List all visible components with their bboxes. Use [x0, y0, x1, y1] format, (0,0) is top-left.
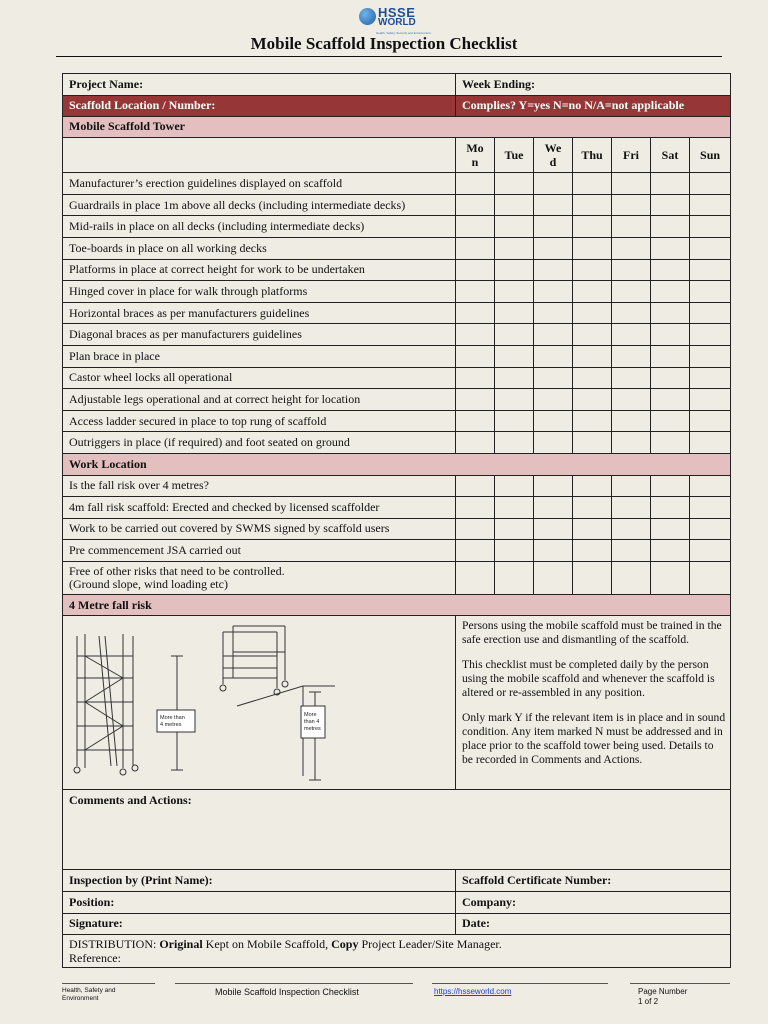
- fig-label-1b: 4 metres: [160, 722, 182, 729]
- check-cell[interactable]: [573, 216, 612, 238]
- checklist-item-label: Horizontal braces as per manufacturers guidelines: [63, 302, 456, 324]
- checklist-row: [63, 345, 731, 367]
- check-cell[interactable]: [690, 173, 731, 195]
- check-cell[interactable]: [573, 173, 612, 195]
- check-cell[interactable]: [456, 497, 495, 519]
- checklist-item-label: Toe-boards in place on all working decks: [63, 237, 456, 259]
- hsse-world-logo: [359, 5, 431, 36]
- info-paragraph: Persons using the mobile scaffold must be trained in the safe erection use and dismantling of the scaffold.: [462, 619, 722, 647]
- check-cell[interactable]: [573, 324, 612, 346]
- item-line: Free of other risks that need to be controlled.: [69, 563, 285, 578]
- check-cell[interactable]: [690, 518, 731, 540]
- check-cell[interactable]: [534, 281, 573, 303]
- check-cell[interactable]: [495, 540, 534, 562]
- page-title: Mobile Scaffold Inspection Checklist: [250, 34, 518, 53]
- check-cell[interactable]: [651, 259, 690, 281]
- checklist-item-label: Outriggers in place (if required) and foot seated on ground: [63, 432, 456, 454]
- footer-org: [62, 987, 115, 1003]
- page-number-value: 1 of 2: [638, 997, 659, 1006]
- position-field[interactable]: Position:: [63, 892, 456, 914]
- logo-tagline: Health, Safety, Security and Environment: [376, 31, 431, 35]
- check-cell[interactable]: [573, 518, 612, 540]
- check-cell[interactable]: [612, 281, 651, 303]
- check-cell[interactable]: [456, 324, 495, 346]
- check-cell[interactable]: [651, 540, 690, 562]
- checklist-row: [63, 237, 731, 259]
- day-header: We d: [534, 138, 573, 173]
- check-cell[interactable]: [495, 216, 534, 238]
- check-cell[interactable]: [690, 259, 731, 281]
- check-cell[interactable]: [651, 194, 690, 216]
- check-cell[interactable]: [612, 216, 651, 238]
- check-cell[interactable]: [495, 259, 534, 281]
- check-cell[interactable]: [495, 475, 534, 497]
- comments-field[interactable]: Comments and Actions:: [63, 790, 731, 870]
- checklist-item-label: Is the fall risk over 4 metres?: [63, 475, 456, 497]
- check-cell[interactable]: [456, 367, 495, 389]
- check-cell[interactable]: [612, 540, 651, 562]
- inspection-table: [62, 73, 731, 968]
- check-cell[interactable]: [573, 367, 612, 389]
- check-cell[interactable]: [612, 367, 651, 389]
- check-cell[interactable]: [495, 345, 534, 367]
- day-header: Sat: [651, 138, 690, 173]
- fig-label-2c: metres: [304, 726, 321, 733]
- check-cell[interactable]: [456, 259, 495, 281]
- check-cell[interactable]: [612, 302, 651, 324]
- check-cell[interactable]: [573, 475, 612, 497]
- check-cell[interactable]: [651, 561, 690, 594]
- check-cell[interactable]: [573, 259, 612, 281]
- check-cell[interactable]: [456, 561, 495, 594]
- check-cell[interactable]: [456, 302, 495, 324]
- check-cell[interactable]: [690, 432, 731, 454]
- check-cell[interactable]: [534, 173, 573, 195]
- check-cell[interactable]: [612, 345, 651, 367]
- check-cell[interactable]: [456, 216, 495, 238]
- check-cell[interactable]: [495, 410, 534, 432]
- check-cell[interactable]: [651, 518, 690, 540]
- check-cell[interactable]: [534, 410, 573, 432]
- project-name-field[interactable]: Project Name:: [63, 74, 456, 96]
- check-cell[interactable]: [534, 259, 573, 281]
- footer-link[interactable]: https://hsseworld.com: [434, 987, 512, 996]
- checklist-item-label: Plan brace in place: [63, 345, 456, 367]
- logo-text-2: WORLD: [378, 17, 416, 28]
- check-cell[interactable]: [651, 173, 690, 195]
- checklist-row: [63, 259, 731, 281]
- checklist-row: [63, 518, 731, 540]
- check-cell[interactable]: [495, 367, 534, 389]
- check-cell[interactable]: [612, 173, 651, 195]
- info-paragraph: Only mark Y if the relevant item is in place and in sound condition. Any item marked N must be addressed and in place prior to the scaffold tower being used. Details to be recorded in Comments and Actions.: [462, 711, 726, 767]
- checklist-item-label: [63, 561, 456, 594]
- check-cell[interactable]: [534, 432, 573, 454]
- check-cell[interactable]: [690, 475, 731, 497]
- check-cell[interactable]: [651, 281, 690, 303]
- check-cell[interactable]: [573, 281, 612, 303]
- check-cell[interactable]: [456, 410, 495, 432]
- check-cell[interactable]: [690, 561, 731, 594]
- footer-divider-3: [432, 983, 608, 984]
- certificate-number-field[interactable]: Scaffold Certificate Number:: [456, 870, 731, 892]
- checklist-row: [63, 324, 731, 346]
- globe-icon: [359, 8, 376, 25]
- check-cell[interactable]: [495, 237, 534, 259]
- section-heading-fall: 4 Metre fall risk: [63, 594, 731, 616]
- check-cell[interactable]: [534, 367, 573, 389]
- days-row-blank: [63, 138, 456, 173]
- check-cell[interactable]: [612, 389, 651, 411]
- scaffold-location-field[interactable]: Scaffold Location / Number:: [63, 95, 456, 116]
- checklist-item-label: Platforms in place at correct height for work to be undertaken: [63, 259, 456, 281]
- check-cell[interactable]: [690, 237, 731, 259]
- check-cell[interactable]: [612, 324, 651, 346]
- check-cell[interactable]: [651, 237, 690, 259]
- check-cell[interactable]: [534, 194, 573, 216]
- checklist-row: [63, 410, 731, 432]
- checklist-row: [63, 475, 731, 497]
- check-cell[interactable]: [651, 302, 690, 324]
- check-cell[interactable]: [690, 345, 731, 367]
- item-line: (Ground slope, wind loading etc): [69, 576, 228, 591]
- logo-text-1: HSSE: [378, 5, 416, 20]
- check-cell[interactable]: [534, 237, 573, 259]
- complies-legend: Complies? Y=yes N=no N/A=not applicable: [456, 95, 731, 116]
- footer-org-line-2: Environment: [62, 995, 99, 1002]
- checklist-row: [63, 302, 731, 324]
- checklist-row: [63, 194, 731, 216]
- check-cell[interactable]: [495, 432, 534, 454]
- check-cell[interactable]: [456, 540, 495, 562]
- footer-title: Mobile Scaffold Inspection Checklist: [215, 987, 359, 997]
- distribution-field: [63, 935, 731, 968]
- check-cell[interactable]: [456, 518, 495, 540]
- page-number-label: Page Number: [638, 987, 688, 996]
- check-cell[interactable]: [534, 561, 573, 594]
- check-cell[interactable]: [573, 302, 612, 324]
- scaffold-illustration: [63, 616, 335, 786]
- check-cell[interactable]: [534, 389, 573, 411]
- check-cell[interactable]: [495, 561, 534, 594]
- title-divider: [56, 56, 722, 57]
- section-heading-work: Work Location: [63, 453, 731, 475]
- check-cell[interactable]: [495, 389, 534, 411]
- check-cell[interactable]: [651, 216, 690, 238]
- footer-org-line-1: Health, Safety and: [62, 987, 116, 994]
- check-cell[interactable]: [690, 497, 731, 519]
- reference-field[interactable]: Reference:: [69, 951, 121, 966]
- check-cell[interactable]: [651, 475, 690, 497]
- check-cell[interactable]: [573, 345, 612, 367]
- fig-label-2b: than 4: [304, 719, 320, 726]
- section-heading-tower: Mobile Scaffold Tower: [63, 116, 731, 138]
- checklist-item-label: Manufacturer’s erection guidelines displayed on scaffold: [63, 173, 456, 195]
- check-cell[interactable]: [651, 389, 690, 411]
- original-label: Original: [159, 937, 203, 952]
- checklist-item-label: Work to be carried out covered by SWMS signed by scaffold users: [63, 518, 456, 540]
- check-cell[interactable]: [495, 497, 534, 519]
- check-cell[interactable]: [534, 216, 573, 238]
- checklist-item-label: Diagonal braces as per manufacturers guidelines: [63, 324, 456, 346]
- checklist-item-label: Mid-rails in place on all decks (including intermediate decks): [63, 216, 456, 238]
- check-cell[interactable]: [612, 259, 651, 281]
- day-header: Fri: [612, 138, 651, 173]
- footer-divider-1: [62, 983, 155, 984]
- footer-divider-2: [175, 983, 413, 984]
- check-cell[interactable]: [573, 497, 612, 519]
- checklist-item-label: Pre commencement JSA carried out: [63, 540, 456, 562]
- check-cell[interactable]: [612, 497, 651, 519]
- copy-text: Project Leader/Site Manager.: [358, 937, 502, 952]
- check-cell[interactable]: [534, 518, 573, 540]
- footer-divider-4: [630, 983, 730, 984]
- check-cell[interactable]: [651, 432, 690, 454]
- check-cell[interactable]: [534, 497, 573, 519]
- check-cell[interactable]: [534, 345, 573, 367]
- inspection-by-field[interactable]: Inspection by (Print Name):: [63, 870, 456, 892]
- fig-label-1a: More than: [160, 715, 185, 722]
- date-field[interactable]: Date:: [456, 913, 731, 935]
- day-header: Mo n: [456, 138, 495, 173]
- company-field[interactable]: Company:: [456, 892, 731, 914]
- check-cell[interactable]: [690, 367, 731, 389]
- checklist-row: [63, 216, 731, 238]
- distribution-label: DISTRIBUTION:: [69, 937, 160, 952]
- check-cell[interactable]: [651, 497, 690, 519]
- scaffold-illustration-cell: [63, 616, 456, 790]
- checklist-row: [63, 389, 731, 411]
- check-cell[interactable]: [690, 281, 731, 303]
- check-cell[interactable]: [651, 324, 690, 346]
- check-cell[interactable]: [495, 518, 534, 540]
- check-cell[interactable]: [456, 432, 495, 454]
- check-cell[interactable]: [534, 324, 573, 346]
- check-cell[interactable]: [690, 410, 731, 432]
- check-cell[interactable]: [534, 540, 573, 562]
- checklist-item-label: Guardrails in place 1m above all decks (including intermediate decks): [63, 194, 456, 216]
- check-cell[interactable]: [573, 540, 612, 562]
- checklist-row: [63, 497, 731, 519]
- check-cell[interactable]: [612, 475, 651, 497]
- checklist-row: [63, 561, 731, 594]
- check-cell[interactable]: [456, 173, 495, 195]
- check-cell[interactable]: [534, 475, 573, 497]
- check-cell[interactable]: [612, 561, 651, 594]
- checklist-item-label: Hinged cover in place for walk through platforms: [63, 281, 456, 303]
- check-cell[interactable]: [456, 237, 495, 259]
- checklist-row: [63, 540, 731, 562]
- copy-label: Copy: [331, 937, 359, 952]
- check-cell[interactable]: [456, 345, 495, 367]
- check-cell[interactable]: [495, 194, 534, 216]
- check-cell[interactable]: [573, 237, 612, 259]
- check-cell[interactable]: [612, 194, 651, 216]
- check-cell[interactable]: [573, 194, 612, 216]
- day-header: Thu: [573, 138, 612, 173]
- check-cell[interactable]: [456, 194, 495, 216]
- signature-field[interactable]: Signature:: [63, 913, 456, 935]
- day-header: Sun: [690, 138, 731, 173]
- check-cell[interactable]: [573, 432, 612, 454]
- check-cell[interactable]: [612, 432, 651, 454]
- check-cell[interactable]: [495, 302, 534, 324]
- check-cell[interactable]: [690, 389, 731, 411]
- checklist-item-label: Access ladder secured in place to top rung of scaffold: [63, 410, 456, 432]
- check-cell[interactable]: [612, 237, 651, 259]
- check-cell[interactable]: [651, 367, 690, 389]
- fig-label-2a: More: [304, 712, 317, 719]
- info-paragraph: This checklist must be completed daily by the person using the mobile scaffold and whenever the scaffold is altered or re-assembled in any position.: [462, 658, 715, 700]
- checklist-item-label: 4m fall risk scaffold: Erected and checked by licensed scaffolder: [63, 497, 456, 519]
- checklist-item-label: Castor wheel locks all operational: [63, 367, 456, 389]
- checklist-row: [63, 367, 731, 389]
- check-cell[interactable]: [495, 173, 534, 195]
- check-cell[interactable]: [612, 518, 651, 540]
- checklist-row: [63, 432, 731, 454]
- check-cell[interactable]: [495, 324, 534, 346]
- check-cell[interactable]: [690, 302, 731, 324]
- check-cell[interactable]: [573, 410, 612, 432]
- check-cell[interactable]: [573, 389, 612, 411]
- check-cell[interactable]: [456, 475, 495, 497]
- checklist-row: [63, 281, 731, 303]
- check-cell[interactable]: [651, 345, 690, 367]
- footer-page-number: [638, 987, 687, 1007]
- original-text: Kept on Mobile Scaffold,: [202, 937, 332, 952]
- check-cell[interactable]: [534, 302, 573, 324]
- day-header: Tue: [495, 138, 534, 173]
- check-cell[interactable]: [495, 281, 534, 303]
- distribution-line: [69, 937, 724, 951]
- check-cell[interactable]: [573, 561, 612, 594]
- checklist-item-label: Adjustable legs operational and at correct height for location: [63, 389, 456, 411]
- check-cell[interactable]: [690, 540, 731, 562]
- checklist-row: [63, 173, 731, 195]
- info-text: [456, 616, 731, 790]
- check-cell[interactable]: [690, 324, 731, 346]
- check-cell[interactable]: [690, 194, 731, 216]
- check-cell[interactable]: [690, 216, 731, 238]
- check-cell[interactable]: [456, 389, 495, 411]
- week-ending-field[interactable]: Week Ending:: [456, 74, 731, 96]
- check-cell[interactable]: [651, 410, 690, 432]
- check-cell[interactable]: [612, 410, 651, 432]
- check-cell[interactable]: [456, 281, 495, 303]
